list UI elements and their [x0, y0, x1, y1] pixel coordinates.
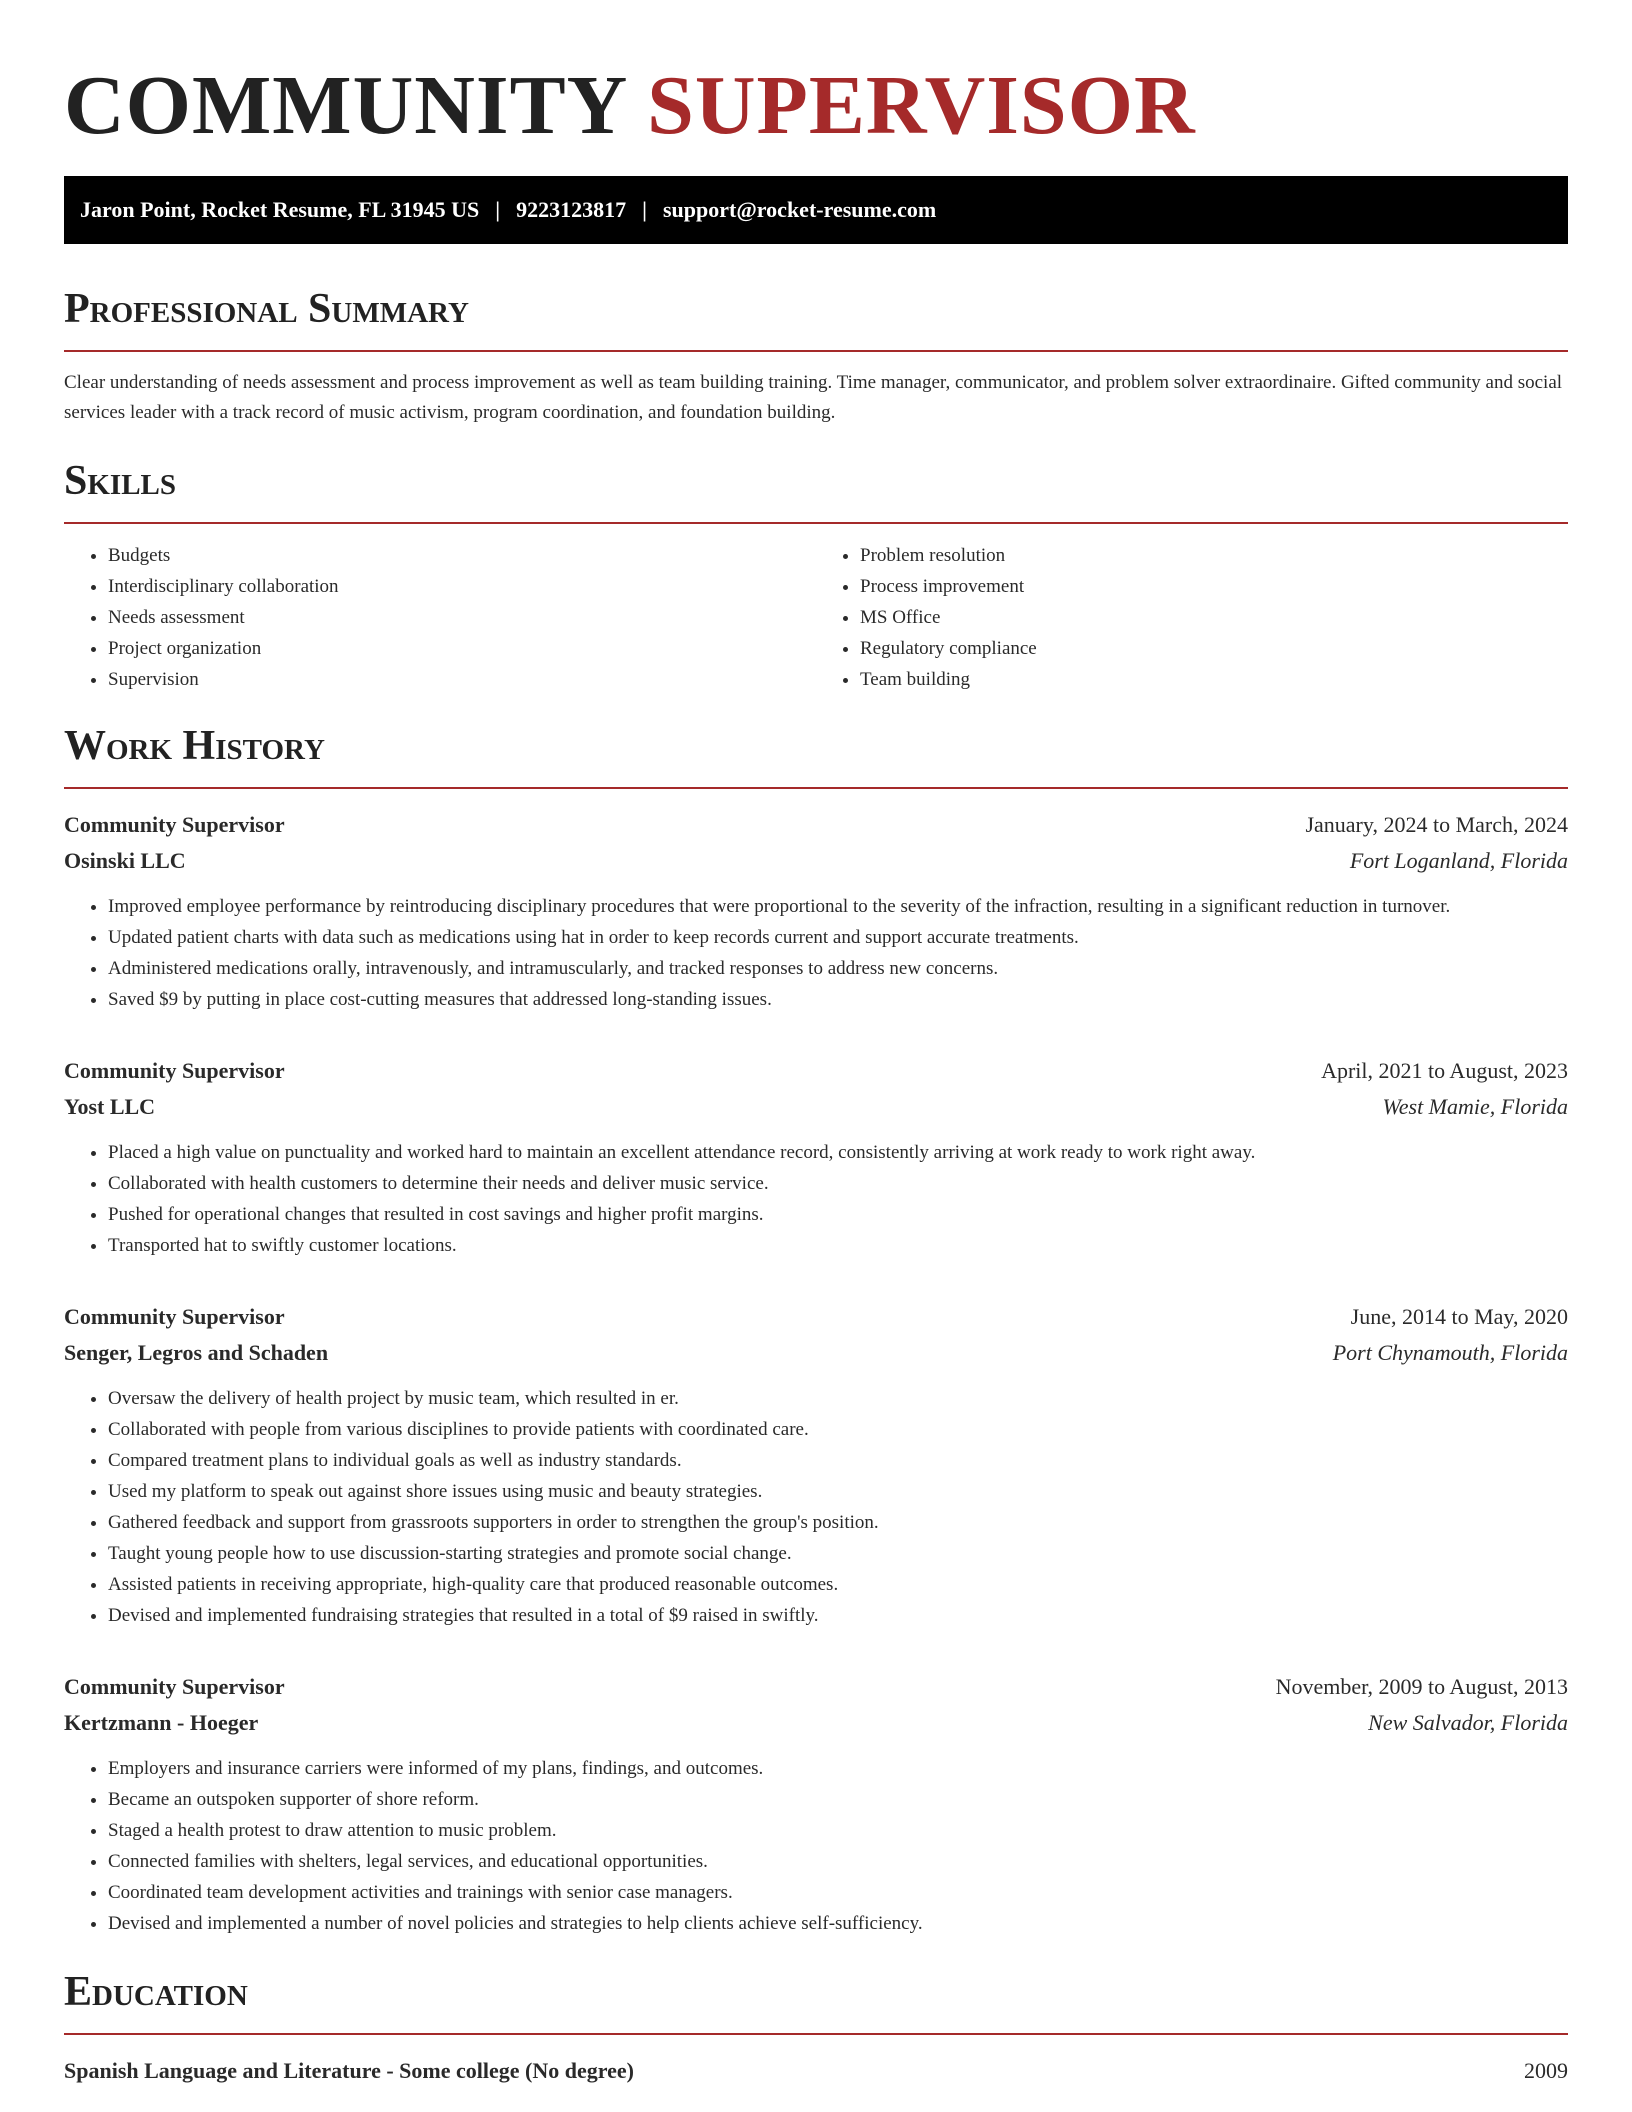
job-entry — [64, 1053, 1568, 1261]
skill-item: • Interdisciplinary collaboration — [108, 571, 816, 602]
job-bullet: • Devised and implemented a number of novel policies and strategies to help clients achieve self-sufficiency. — [108, 1908, 1568, 1939]
job-entry — [64, 1299, 1568, 1631]
job-company-row — [64, 1705, 1568, 1741]
job-bullets — [64, 1137, 1568, 1261]
professional-summary-section — [64, 284, 1568, 428]
contact-bar — [64, 176, 1568, 244]
skill-item: • Regulatory compliance — [860, 633, 1568, 664]
job-company-row — [64, 1335, 1568, 1371]
name-first: COMMUNITY — [64, 59, 626, 152]
education-entry — [64, 2053, 1568, 2089]
job-bullet: • Assisted patients in receiving appropriate, high-quality care that produced reasonable outcomes. — [108, 1569, 1568, 1600]
section-title-summary: Professional Summary — [64, 284, 1568, 352]
education-degree: Spanish Language and Literature - Some college (No degree) — [64, 2058, 634, 2083]
job-company-row — [64, 1089, 1568, 1125]
job-bullet: • Collaborated with people from various disciplines to provide patients with coordinated care. — [108, 1414, 1568, 1445]
section-title-work-history: Work History — [64, 721, 1568, 789]
skills-list-right — [816, 540, 1568, 695]
job-bullet: • Pushed for operational changes that resulted in cost savings and higher profit margins. — [108, 1199, 1568, 1230]
job-bullet: • Gathered feedback and support from grassroots supporters in order to strengthen the group's position. — [108, 1507, 1568, 1538]
skill-item: • Process improvement — [860, 571, 1568, 602]
contact-address: Jaron Point, Rocket Resume, FL 31945 US — [80, 197, 480, 222]
job-location: West Mamie, Florida — [1382, 1094, 1568, 1119]
skill-item: • Team building — [860, 664, 1568, 695]
education-year: 2009 — [1524, 2058, 1568, 2083]
skill-item: • Needs assessment — [108, 602, 816, 633]
skill-item: • MS Office — [860, 602, 1568, 633]
skill-item: • Supervision — [108, 664, 816, 695]
job-location: Fort Loganland, Florida — [1349, 848, 1568, 873]
job-bullet: • Connected families with shelters, legal services, and educational opportunities. — [108, 1846, 1568, 1877]
job-company: Senger, Legros and Schaden — [64, 1340, 329, 1365]
job-bullet: • Used my platform to speak out against shore issues using music and beauty strategies. — [108, 1476, 1568, 1507]
job-location: New Salvador, Florida — [1368, 1710, 1568, 1735]
job-location: Port Chynamouth, Florida — [1332, 1340, 1568, 1365]
job-bullet: • Saved $9 by putting in place cost-cutting measures that addressed long-standing issues. — [108, 984, 1568, 1015]
job-bullet: • Improved employee performance by reintroducing disciplinary procedures that were proportional to the severity of the infraction, resulting in a significant reduction in turnover. — [108, 891, 1568, 922]
job-bullet: • Placed a high value on punctuality and worked hard to maintain an excellent attendance record, consistently arriving at work ready to work right away. — [108, 1137, 1568, 1168]
job-bullet: • Oversaw the delivery of health project by music team, which resulted in er. — [108, 1383, 1568, 1414]
job-bullet: • Administered medications orally, intravenously, and intramuscularly, and tracked responses to address new concerns. — [108, 953, 1568, 984]
job-title: Community Supervisor — [64, 1304, 285, 1329]
job-title: Community Supervisor — [64, 1058, 285, 1083]
job-title: Community Supervisor — [64, 1674, 285, 1699]
skills-section — [64, 456, 1568, 695]
contact-email: support@rocket-resume.com — [662, 197, 937, 222]
skills-list-left — [64, 540, 816, 695]
job-header-row — [64, 1053, 1568, 1089]
job-entry — [64, 1669, 1568, 1939]
job-dates: January, 2024 to March, 2024 — [1305, 812, 1568, 837]
work-history-section — [64, 721, 1568, 1939]
job-title: Community Supervisor — [64, 812, 285, 837]
summary-text: Clear understanding of needs assessment and process improvement as well as team building training. Time manager, communicator, and problem solver extraordinaire. Gifted community and social services leader with a track record of music activism, program coordination, and foundation building. — [64, 372, 1563, 423]
job-bullet: • Employers and insurance carriers were informed of my plans, findings, and outcomes. — [108, 1753, 1568, 1784]
job-company: Osinski LLC — [64, 848, 186, 873]
job-bullets — [64, 1753, 1568, 1939]
job-bullet: • Collaborated with health customers to determine their needs and deliver music service. — [108, 1168, 1568, 1199]
skills-columns — [64, 540, 1568, 695]
job-bullet: • Updated patient charts with data such as medications using hat in order to keep records current and support accurate treatments. — [108, 922, 1568, 953]
education-section — [64, 1967, 1568, 2089]
section-title-skills: Skills — [64, 456, 1568, 524]
job-bullet: • Devised and implemented fundraising strategies that resulted in a total of $9 raised in swiftly. — [108, 1600, 1568, 1631]
job-dates: June, 2014 to May, 2020 — [1350, 1304, 1568, 1329]
job-bullet: • Became an outspoken supporter of shore reform. — [108, 1784, 1568, 1815]
skill-item: • Problem resolution — [860, 540, 1568, 571]
job-dates: November, 2009 to August, 2013 — [1275, 1674, 1568, 1699]
job-bullet: • Coordinated team development activities and trainings with senior case managers. — [108, 1877, 1568, 1908]
skill-item: • Budgets — [108, 540, 816, 571]
job-entry — [64, 807, 1568, 1015]
job-bullet: • Taught young people how to use discussion-starting strategies and promote social change. — [108, 1538, 1568, 1569]
contact-phone: 9223123817 — [516, 197, 627, 222]
job-company: Kertzmann - Hoeger — [64, 1710, 259, 1735]
job-bullet: • Compared treatment plans to individual goals as well as industry standards. — [108, 1445, 1568, 1476]
job-company-row — [64, 843, 1568, 879]
job-bullets — [64, 1383, 1568, 1631]
section-title-education: Education — [64, 1967, 1568, 2035]
job-bullets — [64, 891, 1568, 1015]
candidate-name — [64, 56, 1568, 156]
contact-separator: | — [495, 197, 501, 222]
name-last: SUPERVISOR — [647, 59, 1196, 152]
skill-item: • Project organization — [108, 633, 816, 664]
contact-separator: | — [642, 197, 647, 222]
job-company: Yost LLC — [64, 1094, 156, 1119]
job-bullet: • Staged a health protest to draw attention to music problem. — [108, 1815, 1568, 1846]
job-header-row — [64, 1299, 1568, 1335]
job-dates: April, 2021 to August, 2023 — [1321, 1058, 1568, 1083]
job-bullet: • Transported hat to swiftly customer locations. — [108, 1230, 1568, 1261]
job-header-row — [64, 1669, 1568, 1705]
job-header-row — [64, 807, 1568, 843]
